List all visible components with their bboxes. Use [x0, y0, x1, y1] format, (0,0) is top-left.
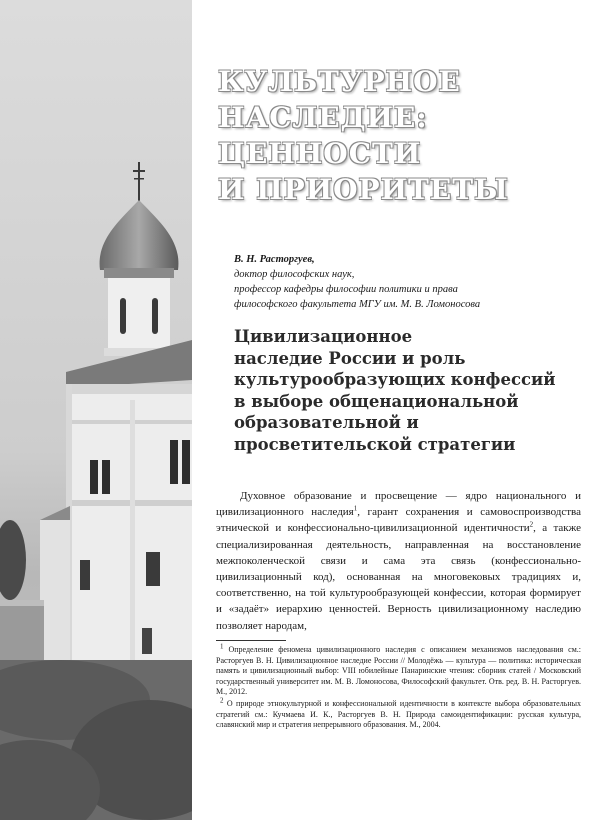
section-title-line: КУЛЬТУРНОЕ: [218, 65, 461, 98]
article-title: [234, 326, 574, 455]
footnote-divider: [216, 640, 286, 641]
article-title-line: в выборе общенациональной: [234, 391, 519, 411]
article-title-line: просветительской стратегии: [234, 434, 516, 454]
article-title-line: Цивилизационное: [234, 327, 413, 346]
article-title-line: образовательной и: [234, 413, 419, 432]
author-affiliation-line: доктор философских наук,: [234, 269, 355, 280]
article-title-line: наследие России и роль: [234, 348, 466, 368]
section-title-line: НАСЛЕДИЕ:: [218, 101, 428, 134]
section-title-line: ЦЕННОСТИ: [218, 137, 422, 170]
body-text-part: , а также специализированная деятельность, направленная на восстановление межпоколенческой связи и сама эта связь (конфессионально-цивилизационный код), основанная на многовековых традициях и, соответственно, на той культурообразующей конфессии, которая формирует и «задаёт» иерархию ценностей. Верность цивилизационному наследию позволяет народам,: [216, 522, 581, 632]
footnote: [216, 696, 581, 731]
church-photo: [0, 0, 192, 820]
footnote: [216, 642, 581, 698]
footnotes: [216, 642, 581, 732]
body-text-part: Духовное образование и просвещение — ядро национального и цивилизационного наследия: [216, 490, 581, 519]
article-title-line: культурообразующих конфессий: [234, 370, 556, 389]
author-affiliation-line: философского факультета МГУ им. М. В. Ломоносова: [234, 299, 481, 310]
author-affiliation-line: профессор кафедры философии политики и права: [234, 284, 458, 295]
footnote-ref[interactable]: 1: [353, 504, 358, 513]
church-illustration: [0, 0, 192, 820]
author-block: [234, 252, 574, 312]
section-title: [218, 64, 578, 208]
body-text-part: , гарант сохранения и самовоспроизводства этнической и конфессионально-цивилизационной идентичности: [216, 506, 581, 535]
footnote-ref[interactable]: 2: [529, 520, 534, 529]
author-name: В. Н. Расторгуев,: [234, 254, 315, 265]
body-text: [216, 488, 581, 634]
footnote-text: Определение феномена цивилизационного наследия с описанием механизмов наследования см.: Расторгуев В. Н. Цивилизационное наследие России // Молодёжь — культура — политика: историческая память и цивилизационный выбор: VIII юбилейные Панаринские чтения: сборник статей / Московский государственный университет им. М. В. Ломоносова, Философский факультет. Отв. ред. В. Н. Расторгуев. М., 2012.: [216, 645, 581, 697]
footnote-number: 2: [220, 696, 224, 705]
body-paragraph: [216, 488, 581, 634]
footnote-text: О природе этнокультурной и конфессиональной идентичности в контексте выбора образовательных стратегий см.: Кучмаева И. К., Расторгуев В. Н. Природа самоидентификации: русская культура, славянский мир и стратегия непрерывного образования. М., 2004.: [216, 698, 581, 730]
section-title-line: И ПРИОРИТЕТЫ: [218, 173, 509, 206]
footnote-number: 1: [220, 642, 224, 651]
